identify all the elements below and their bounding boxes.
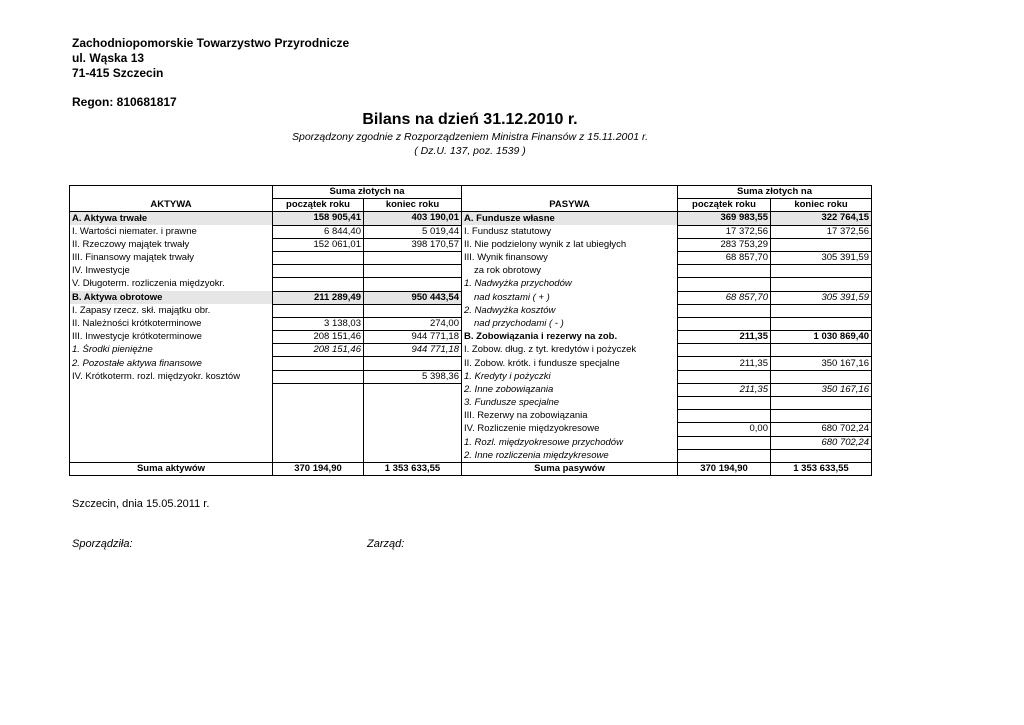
table-row — [70, 278, 872, 291]
totals-row — [70, 462, 872, 475]
aktywa-header: AKTYWA — [70, 199, 273, 212]
table-row — [70, 397, 872, 410]
aktywa-end-value — [364, 383, 462, 396]
table-row — [70, 436, 872, 449]
pasywa-total-label: Suma pasywów — [462, 462, 678, 475]
pasywa-label: 3. Fundusze specjalne — [462, 397, 678, 410]
aktywa-start-value: 208 151,46 — [273, 344, 364, 357]
sum-header-aktywa: Suma złotych na — [273, 186, 462, 199]
aktywa-start-value — [273, 383, 364, 396]
aktywa-label: III. Inwestycje krótkoterminowe — [70, 331, 273, 344]
table-row — [70, 357, 872, 370]
table-row — [70, 423, 872, 436]
aktywa-label: B. Aktywa obrotowe — [70, 291, 273, 304]
aktywa-end-value — [364, 436, 462, 449]
aktywa-total-start: 370 194,90 — [273, 462, 364, 475]
table-row — [70, 225, 872, 238]
pasywa-start-value — [678, 304, 771, 317]
prepared-by-label: Sporządziła: — [72, 538, 133, 550]
pasywa-end-value: 680 702,24 — [771, 423, 872, 436]
aktywa-end-value: 944 771,18 — [364, 344, 462, 357]
aktywa-label: 2. Pozostałe aktywa finansowe — [70, 357, 273, 370]
aktywa-label: A. Aktywa trwałe — [70, 212, 273, 225]
table-row — [70, 449, 872, 462]
table-row — [70, 251, 872, 264]
pasywa-label: II. Nie podzielony wynik z lat ubiegłych — [462, 238, 678, 251]
pasywa-end-value — [771, 344, 872, 357]
pasywa-start-value — [678, 449, 771, 462]
aktywa-label: IV. Krótkoterm. rozl. międzyokr. kosztów — [70, 370, 273, 383]
pasywa-start-value — [678, 344, 771, 357]
pasywa-end-value — [771, 370, 872, 383]
pasywa-label: za rok obrotowy — [462, 265, 678, 278]
aktywa-label: 1. Środki pieniężne — [70, 344, 273, 357]
pasywa-label: I. Fundusz statutowy — [462, 225, 678, 238]
pasywa-start-value — [678, 410, 771, 423]
table-row — [70, 383, 872, 396]
pasywa-end-value: 350 167,16 — [771, 357, 872, 370]
table-row — [70, 238, 872, 251]
pasywa-start-value: 211,35 — [678, 331, 771, 344]
pasywa-end-value — [771, 304, 872, 317]
pasywa-label: 1. Rozl. międzyokresowe przychodów — [462, 436, 678, 449]
board-label: Zarząd: — [367, 538, 405, 550]
pasywa-start-value: 211,35 — [678, 383, 771, 396]
pasywa-label: nad kosztami ( + ) — [462, 291, 678, 304]
document-legal-reference: ( Dz.U. 137, poz. 1539 ) — [414, 145, 526, 157]
pasywa-end-value — [771, 410, 872, 423]
pasywa-start-value — [678, 278, 771, 291]
sum-header-pasywa: Suma złotych na — [678, 186, 872, 199]
aktywa-start-value — [273, 410, 364, 423]
aktywa-label — [70, 410, 273, 423]
pasywa-label: III. Rezerwy na zobowiązania — [462, 410, 678, 423]
aktywa-start-value — [273, 304, 364, 317]
pasywa-end-value — [771, 449, 872, 462]
aktywa-label — [70, 423, 273, 436]
pasywa-end-value: 322 764,15 — [771, 212, 872, 225]
table-row — [70, 265, 872, 278]
aktywa-col-start: początek roku — [273, 199, 364, 212]
aktywa-end-value — [364, 357, 462, 370]
aktywa-start-value — [273, 265, 364, 278]
pasywa-end-value: 1 030 869,40 — [771, 331, 872, 344]
aktywa-label — [70, 397, 273, 410]
aktywa-end-value — [364, 278, 462, 291]
pasywa-end-value: 350 167,16 — [771, 383, 872, 396]
org-regon: Regon: 810681817 — [72, 95, 177, 109]
table-header-row-1 — [70, 186, 872, 199]
table-row — [70, 331, 872, 344]
pasywa-end-value — [771, 278, 872, 291]
aktywa-label: II. Należności krótkoterminowe — [70, 317, 273, 330]
aktywa-label: I. Zapasy rzecz. skł. majątku obr. — [70, 304, 273, 317]
aktywa-label — [70, 449, 273, 462]
pasywa-start-value — [678, 436, 771, 449]
aktywa-start-value — [273, 251, 364, 264]
balance-sheet-table — [69, 185, 872, 476]
aktywa-label: V. Długoterm. rozliczenia międzyokr. — [70, 278, 273, 291]
pasywa-label: I. Zobow. dług. z tyt. kredytów i pożyczek — [462, 344, 678, 357]
table-row — [70, 370, 872, 383]
aktywa-label: I. Wartości niemater. i prawne — [70, 225, 273, 238]
aktywa-start-value — [273, 357, 364, 370]
table-row — [70, 317, 872, 330]
pasywa-end-value — [771, 238, 872, 251]
aktywa-start-value — [273, 449, 364, 462]
aktywa-start-value: 3 138,03 — [273, 317, 364, 330]
aktywa-start-value — [273, 370, 364, 383]
pasywa-end-value: 17 372,56 — [771, 225, 872, 238]
table-header-row-2 — [70, 199, 872, 212]
pasywa-label: 1. Nadwyżka przychodów — [462, 278, 678, 291]
aktywa-col-end: koniec roku — [364, 199, 462, 212]
table-row — [70, 304, 872, 317]
table-row — [70, 212, 872, 225]
aktywa-label: III. Finansowy majątek trwały — [70, 251, 273, 264]
aktywa-end-value — [364, 265, 462, 278]
aktywa-start-value — [273, 278, 364, 291]
pasywa-start-value: 17 372,56 — [678, 225, 771, 238]
aktywa-end-value — [364, 251, 462, 264]
pasywa-label: II. Zobow. krótk. i fundusze specjalne — [462, 357, 678, 370]
document-title: Bilans na dzień 31.12.2010 r. — [362, 111, 578, 128]
pasywa-end-value — [771, 265, 872, 278]
aktywa-end-value: 944 771,18 — [364, 331, 462, 344]
pasywa-start-value: 68 857,70 — [678, 291, 771, 304]
pasywa-end-value: 305 391,59 — [771, 251, 872, 264]
org-city: 71-415 Szczecin — [72, 66, 164, 80]
aktywa-label — [70, 383, 273, 396]
pasywa-header: PASYWA — [462, 199, 678, 212]
document-subtitle: Sporządzony zgodnie z Rozporządzeniem Ministra Finansów z 15.11.2001 r. — [291, 131, 649, 143]
aktywa-start-value — [273, 436, 364, 449]
table-row — [70, 410, 872, 423]
pasywa-total-start: 370 194,90 — [678, 462, 771, 475]
pasywa-label: nad przychodami ( - ) — [462, 317, 678, 330]
table-row — [70, 344, 872, 357]
pasywa-label: 1. Kredyty i pożyczki — [462, 370, 678, 383]
place-date: Szczecin, dnia 15.05.2011 r. — [72, 498, 210, 510]
aktywa-end-value — [364, 410, 462, 423]
pasywa-end-value — [771, 317, 872, 330]
pasywa-label: 2. Inne rozliczenia międzykresowe — [462, 449, 678, 462]
aktywa-label: IV. Inwestycje — [70, 265, 273, 278]
pasywa-label: A. Fundusze własne — [462, 212, 678, 225]
pasywa-start-value: 211,35 — [678, 357, 771, 370]
pasywa-start-value: 68 857,70 — [678, 251, 771, 264]
pasywa-start-value — [678, 397, 771, 410]
pasywa-label: III. Wynik finansowy — [462, 251, 678, 264]
aktywa-end-value — [364, 304, 462, 317]
table-row — [70, 291, 872, 304]
aktywa-start-value: 158 905,41 — [273, 212, 364, 225]
aktywa-end-value: 398 170,57 — [364, 238, 462, 251]
pasywa-col-end: koniec roku — [771, 199, 872, 212]
pasywa-start-value — [678, 317, 771, 330]
aktywa-end-value — [364, 449, 462, 462]
pasywa-label: IV. Rozliczenie międzyokresowe — [462, 423, 678, 436]
pasywa-col-start: początek roku — [678, 199, 771, 212]
aktywa-end-value: 274,00 — [364, 317, 462, 330]
aktywa-start-value: 152 061,01 — [273, 238, 364, 251]
aktywa-end-value: 950 443,54 — [364, 291, 462, 304]
pasywa-total-end: 1 353 633,55 — [771, 462, 872, 475]
pasywa-end-value — [771, 397, 872, 410]
aktywa-end-value: 403 190,01 — [364, 212, 462, 225]
aktywa-end-value — [364, 423, 462, 436]
org-name: Zachodniopomorskie Towarzystwo Przyrodnicze — [72, 36, 350, 50]
aktywa-end-value — [364, 397, 462, 410]
aktywa-end-value: 5 019,44 — [364, 225, 462, 238]
aktywa-start-value — [273, 397, 364, 410]
pasywa-start-value — [678, 370, 771, 383]
aktywa-total-end: 1 353 633,55 — [364, 462, 462, 475]
aktywa-end-value: 5 398,36 — [364, 370, 462, 383]
pasywa-start-value: 283 753,29 — [678, 238, 771, 251]
aktywa-total-label: Suma aktywów — [70, 462, 273, 475]
aktywa-start-value: 208 151,46 — [273, 331, 364, 344]
pasywa-label: 2. Inne zobowiązania — [462, 383, 678, 396]
pasywa-start-value: 369 983,55 — [678, 212, 771, 225]
pasywa-label: B. Zobowiązania i rezerwy na zob. — [462, 331, 678, 344]
aktywa-start-value — [273, 423, 364, 436]
aktywa-label — [70, 436, 273, 449]
aktywa-label: II. Rzeczowy majątek trwały — [70, 238, 273, 251]
aktywa-start-value: 6 844,40 — [273, 225, 364, 238]
pasywa-label: 2. Nadwyżka kosztów — [462, 304, 678, 317]
pasywa-start-value — [678, 265, 771, 278]
org-street: ul. Wąska 13 — [72, 51, 145, 65]
pasywa-start-value: 0,00 — [678, 423, 771, 436]
aktywa-start-value: 211 289,49 — [273, 291, 364, 304]
pasywa-end-value: 305 391,59 — [771, 291, 872, 304]
pasywa-end-value: 680 702,24 — [771, 436, 872, 449]
